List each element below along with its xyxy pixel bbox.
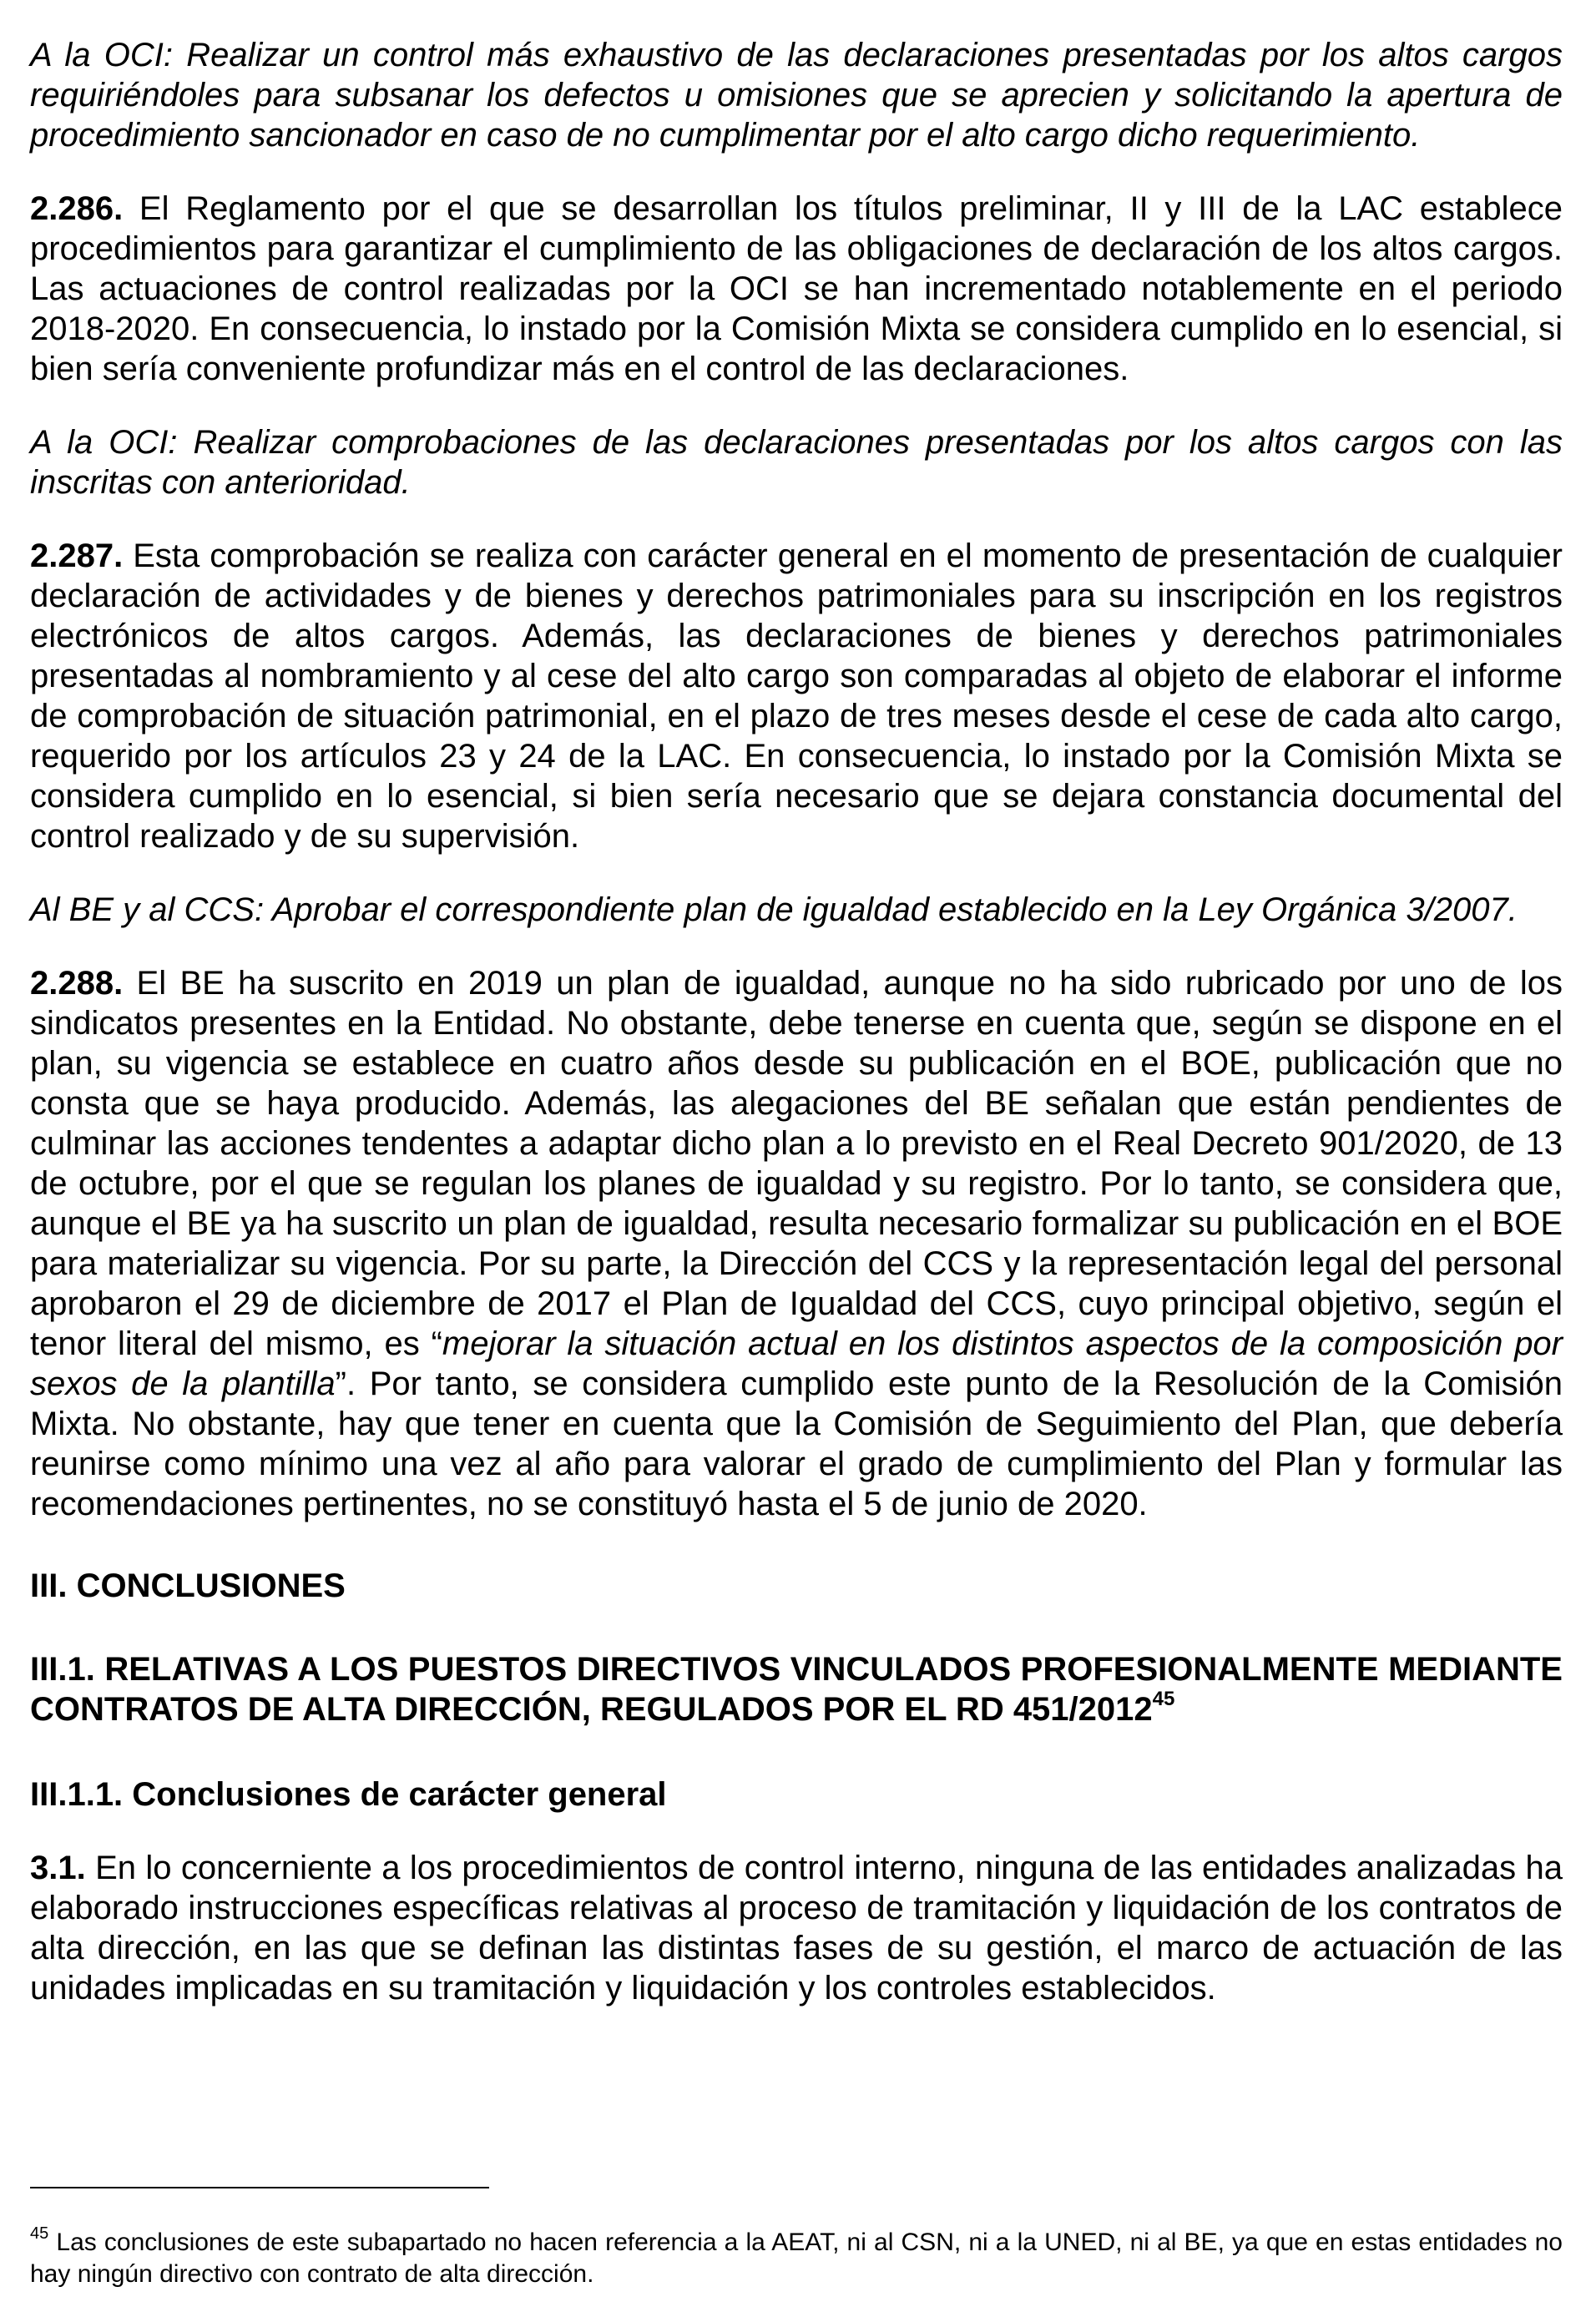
footnote-reference: 45: [1152, 1688, 1175, 1710]
recommendation-oci-comprobaciones: [30, 422, 1563, 502]
paragraph-2-287: [30, 536, 1563, 856]
recommendation-be-ccs: [30, 890, 1563, 930]
recommendation-oci-control: [30, 35, 1563, 155]
paragraph-text: El Reglamento por el que se desarrollan los títulos preliminar, II y III de la LAC establece procedimientos para garantizar el cumplimiento de las obligaciones de declaración de los altos cargos. Las actuaciones de control realizadas por la OCI se han incrementado notablemente en el periodo 2018-2020. En consecuencia, lo instado por la Comisión Mixta se considera cumplido en lo esencial, si bien sería conveniente profundizar más en el control de las declaraciones.: [30, 190, 1563, 387]
paragraph-3-1: [30, 1848, 1563, 2008]
recommendation-text: Al BE y al CCS: Aprobar el correspondiente plan de igualdad establecido en la Ley Orgánica 3/2007.: [30, 891, 1518, 928]
paragraph-number: 3.1.: [30, 1850, 86, 1886]
paragraph-number: 2.286.: [30, 190, 124, 227]
subsubsection-heading: III.1.1. Conclusiones de carácter general: [30, 1776, 667, 1813]
paragraph-text-continued: ”. Por tanto, se considera cumplido este punto de la Resolución de la Comisión Mixta. No obstante, hay que tener en cuenta que la Comisión de Seguimiento del Plan, que debería reunirse como mínimo una vez al año para valorar el grado de cumplimiento del Plan y formular las recomendaciones pertinentes, no se constituyó hasta el 5 de junio de 2020.: [30, 1365, 1563, 1522]
quoted-objective: mejorar la situación actual en los distintos aspectos de la composición por sexos de la plantilla: [30, 1325, 1563, 1402]
recommendation-text: A la OCI: Realizar un control más exhaustivo de las declaraciones presentadas por los altos cargos requiriéndoles para subsanar los defectos u omisiones que se aprecien y solicitando la apertura de procedimiento sancionador en caso de no cumplimentar por el alto cargo dicho requerimiento.: [30, 37, 1563, 154]
subsection-title: III.1. RELATIVAS A LOS PUESTOS DIRECTIVOS VINCULADOS PROFESIONALMENTE MEDIANTE CONTRATOS DE ALTA DIRECCIÓN, REGULADOS POR EL RD 451/2012: [30, 1651, 1563, 1728]
paragraph-2-286: [30, 189, 1563, 389]
footnote-separator: [30, 2187, 489, 2188]
footnote-number: 45: [30, 2224, 49, 2243]
paragraph-text: En lo concerniente a los procedimientos de control interno, ninguna de las entidades analizadas ha elaborado instrucciones específicas relativas al proceso de tramitación y liquidación de los contratos de alta dirección, en las que se definan las distintas fases de su gestión, el marco de actuación de las unidades implicadas en su tramitación y liquidación y los controles establecidos.: [30, 1850, 1563, 2007]
footnote-text: Las conclusiones de este subapartado no hacen referencia a la AEAT, ni al CSN, ni a la UNED, ni al BE, ya que en estas entidades no hay ningún directivo con contrato de alta dirección.: [30, 2229, 1563, 2288]
paragraph-number: 2.288.: [30, 965, 124, 1002]
section-heading: III. CONCLUSIONES: [30, 1567, 346, 1604]
footnote: [30, 2224, 1563, 2290]
recommendation-text: A la OCI: Realizar comprobaciones de las declaraciones presentadas por los altos cargos con las inscritas con anterioridad.: [30, 424, 1563, 501]
subsection-heading: [30, 1649, 1563, 1729]
paragraph-number: 2.287.: [30, 538, 124, 574]
paragraph-text: Esta comprobación se realiza con carácter general en el momento de presentación de cualquier declaración de actividades y de bienes y derechos patrimoniales para su inscripción en los registros electrónicos de altos cargos. Además, las declaraciones de bienes y derechos patrimoniales presentadas al nombramiento y al cese del alto cargo son comparadas al objeto de elaborar el informe de comprobación de situación patrimonial, en el plazo de tres meses desde el cese de cada alto cargo, requerido por los artículos 23 y 24 de la LAC. En consecuencia, lo instado por la Comisión Mixta se considera cumplido en lo esencial, si bien sería necesario que se dejara constancia documental del control realizado y de su supervisión.: [30, 538, 1563, 855]
paragraph-text: El BE ha suscrito en 2019 un plan de igualdad, aunque no ha sido rubricado por uno de los sindicatos presentes en la Entidad. No obstante, debe tenerse en cuenta que, según se dispone en el plan, su vigencia se establece en cuatro años desde su publicación en el BOE, publicación que no consta que se haya producido. Además, las alegaciones del BE señalan que están pendientes de culminar las acciones tendentes a adaptar dicho plan a lo previsto en el Real Decreto 901/2020, de 13 de octubre, por el que se regulan los planes de igualdad y su registro. Por lo tanto, se considera que, aunque el BE ya ha suscrito un plan de igualdad, resulta necesario formalizar su publicación en el BOE para materializar su vigencia. Por su parte, la Dirección del CCS y la representación legal del personal aprobaron el 29 de diciembre de 2017 el Plan de Igualdad del CCS, cuyo principal objetivo, según el tenor literal del mismo, es “: [30, 965, 1563, 1362]
paragraph-2-288: [30, 963, 1563, 1524]
